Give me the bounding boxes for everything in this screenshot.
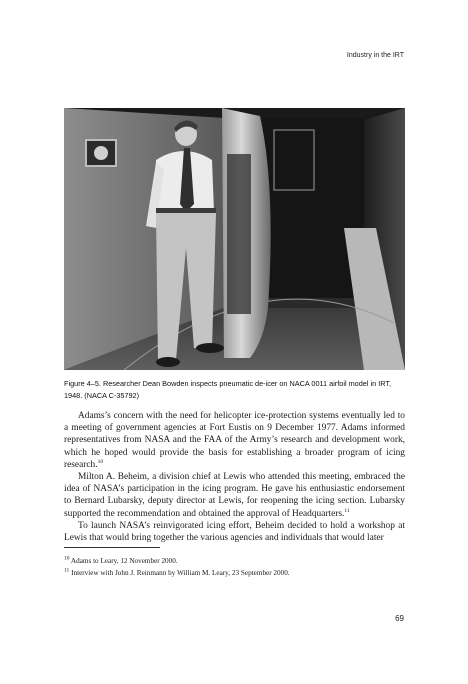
footnote-number: 11 <box>64 567 70 574</box>
footnote-ref[interactable]: 11 <box>344 507 350 514</box>
paragraph <box>64 471 405 520</box>
footnote-number: 10 <box>64 555 70 562</box>
tunnel-photo-image <box>64 108 405 370</box>
paragraph-text: Adams’s concern with the need for helicopter ice-protection systems eventually led to a meeting of government agencies at Fort Eustis on 9 December 1977. Adams informed representatives from NASA and the FAA of the Army’s research and development work, which he hoped would provide the basis for establishing a broader program of icing research. <box>64 411 405 470</box>
paragraph-text: Milton A. Beheim, a division chief at Lewis who attended this meeting, embraced the idea of NASA’s participation in the icing program. He gave his enthusiastic endorsement to Bernard Lubarsky, deputy director at Lewis, for reopening the icing section. Lubarsky supported the recommendation and obtained the approval of Headquarters. <box>64 472 405 519</box>
body-text <box>64 410 405 544</box>
page-number: 69 <box>395 614 404 623</box>
footnote-ref[interactable]: 10 <box>97 458 104 465</box>
paragraph <box>64 410 405 471</box>
footnote <box>64 567 405 579</box>
paragraph <box>64 520 405 544</box>
footnote-text: Interview with John J. Reinmann by William M. Leary, 23 September 2000. <box>71 569 290 577</box>
running-head: Industry in the IRT <box>346 52 404 59</box>
paragraph-text: To launch NASA’s reinvigorated icing effort, Beheim decided to hold a workshop at Lewis that would bring together the various agencies and individuals that would later <box>64 520 405 544</box>
footnotes <box>64 555 405 579</box>
footnote <box>64 555 405 567</box>
figure-caption: Figure 4–5. Researcher Dean Bowden inspects pneumatic de-icer on NACA 0011 airfoil model in IRT, 1948. (NACA C-35792) <box>64 379 392 400</box>
footnote-divider <box>64 547 160 548</box>
figure-photo <box>64 108 405 370</box>
footnote-text: Adams to Leary, 12 November 2000. <box>70 557 178 565</box>
